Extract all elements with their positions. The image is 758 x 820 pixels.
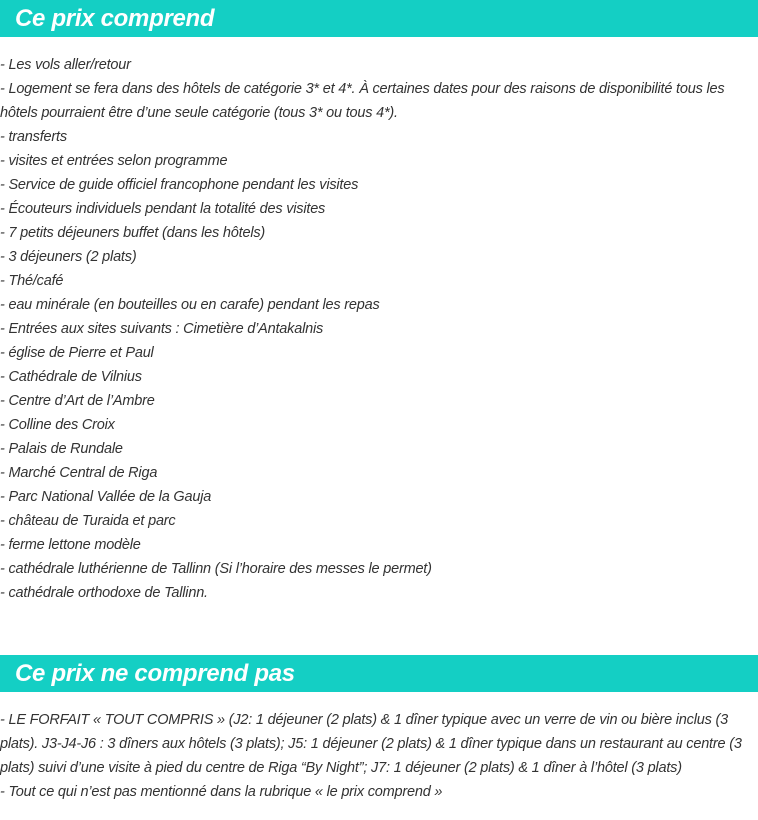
included-item: - transferts [0, 129, 67, 145]
included-header-band [0, 0, 758, 37]
included-item: - ferme lettone modèle [0, 537, 141, 553]
included-list [0, 53, 758, 605]
included-item: - Centre d’Art de l’Ambre [0, 393, 155, 409]
included-item: - eau minérale (en bouteilles ou en carafe) pendant les repas [0, 297, 380, 313]
excluded-title: Ce prix ne comprend pas [15, 659, 295, 687]
included-item: - 3 déjeuners (2 plats) [0, 249, 137, 265]
excluded-header-band [0, 655, 758, 692]
included-title: Ce prix comprend [15, 4, 215, 32]
included-item: - château de Turaida et parc [0, 513, 176, 529]
included-item: - Palais de Rundale [0, 441, 123, 457]
included-item: - cathédrale orthodoxe de Tallinn. [0, 585, 208, 601]
included-item: - Service de guide officiel francophone pendant les visites [0, 177, 359, 193]
excluded-item: - Tout ce qui n’est pas mentionné dans la rubrique « le prix comprend » [0, 784, 443, 800]
included-item: - 7 petits déjeuners buffet (dans les hôtels) [0, 225, 266, 241]
included-item: - Thé/café [0, 273, 64, 289]
included-item: - Marché Central de Riga [0, 465, 158, 481]
included-item: - Logement se fera dans des hôtels de catégorie 3* et 4*. À certaines dates pour des raisons de disponibilité tous les hôtels pourraient être d’une seule catégorie (tous 3* ou tous 4*). [0, 81, 725, 121]
included-item: - visites et entrées selon programme [0, 153, 228, 169]
included-item: - Parc National Vallée de la Gauja [0, 489, 212, 505]
excluded-item: - LE FORFAIT « TOUT COMPRIS » (J2: 1 déjeuner (2 plats) & 1 dîner typique avec un verre de vin ou bière inclus (3 plats). J3-J4-J6 : 3 dîners aux hôtels (3 plats); J5: 1 déjeuner (2 plats) & 1 dîner typique dans un restaurant au centre (3 plats) suivi d’une visite à pied du centre de Riga “By Night”; J7: 1 déjeuner (2 plats) & 1 dîner à l’hôtel (3 plats) [0, 712, 742, 776]
included-item: - cathédrale luthérienne de Tallinn (Si l’horaire des messes le permet) [0, 561, 432, 577]
included-item: - Les vols aller/retour [0, 57, 131, 73]
included-item: - Écouteurs individuels pendant la totalité des visites [0, 201, 326, 217]
excluded-section [0, 655, 758, 804]
included-item: - Colline des Croix [0, 417, 115, 433]
excluded-list [0, 708, 758, 804]
included-item: - église de Pierre et Paul [0, 345, 154, 361]
included-item: - Entrées aux sites suivants : Cimetière d’Antakalnis [0, 321, 324, 337]
included-item: - Cathédrale de Vilnius [0, 369, 142, 385]
